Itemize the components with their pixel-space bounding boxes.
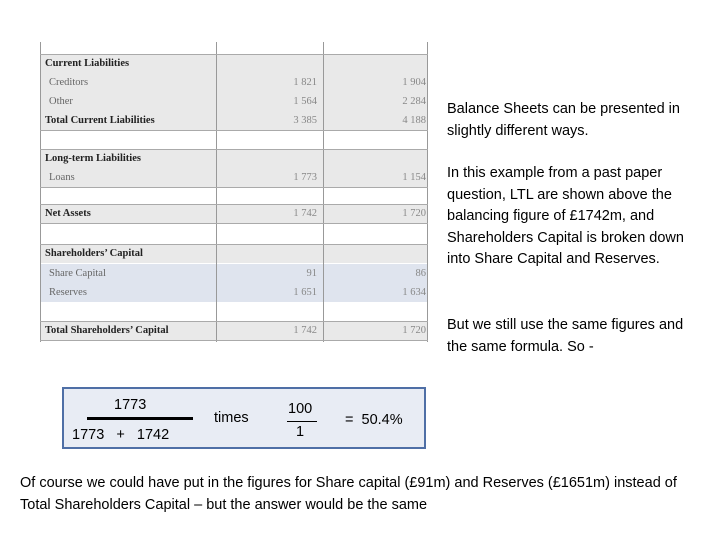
sheet-value-year2: 1 154 — [402, 172, 426, 183]
sheet-row-label: Total Current Liabilities — [45, 115, 155, 126]
side-text-example: In this example from a past paper question, LTL are shown above the balancing figure of £1742m, and Shareholders Capital is broken down into Share Capital and Reserves. — [447, 165, 684, 267]
formula-times: times — [214, 410, 249, 426]
sheet-row-reserves — [40, 283, 428, 302]
sheet-row-label: Loans — [49, 172, 75, 183]
sheet-value-year1: 1 564 — [293, 96, 317, 107]
balance-sheet-image — [40, 42, 428, 342]
sheet-value-year1: 1 742 — [293, 325, 317, 336]
sheet-row-label: Long-term Liabilities — [45, 153, 141, 164]
sheet-rule — [40, 130, 428, 131]
sheet-row-label: Net Assets — [45, 208, 91, 219]
sheet-row-loans — [40, 168, 428, 187]
sheet-row-label: Shareholders’ Capital — [45, 248, 143, 259]
sheet-value-year2: 1 720 — [402, 208, 426, 219]
sheet-rule — [40, 223, 428, 224]
sheet-value-year2: 1 904 — [402, 77, 426, 88]
sheet-value-year1: 3 385 — [293, 115, 317, 126]
fraction-bar-small — [287, 421, 317, 422]
sheet-row-label: Current Liabilities — [45, 58, 130, 69]
sheet-row-label: Creditors — [49, 77, 89, 88]
sheet-border-left — [40, 42, 41, 342]
sheet-row-long-term-liabilities — [40, 149, 428, 168]
sheet-value-year1: 91 — [306, 268, 317, 279]
sheet-value-year1: 1 651 — [293, 287, 317, 298]
formula-result: = 50.4% — [345, 412, 403, 428]
sheet-row-current-liabilities — [40, 54, 428, 73]
formula-denominator: 1773 + 1742 — [72, 427, 170, 443]
sheet-rule — [40, 187, 428, 188]
formula-hundred: 100 — [288, 401, 313, 417]
sheet-value-year2: 2 284 — [402, 96, 426, 107]
sheet-column-divider — [323, 42, 324, 342]
sheet-row-label: Total Shareholders’ Capital — [45, 325, 169, 336]
sheet-row-creditors — [40, 73, 428, 92]
sheet-row-shareholders-capital — [40, 244, 428, 263]
sheet-rule — [40, 340, 428, 341]
sheet-value-year1: 1 821 — [293, 77, 317, 88]
sheet-column-divider — [216, 42, 217, 342]
sheet-rule — [40, 54, 428, 55]
sheet-value-year2: 1 634 — [402, 287, 426, 298]
sheet-row-label: Reserves — [49, 287, 87, 298]
side-text-formula-lead: But we still use the same figures and the same formula. So - — [447, 317, 684, 355]
closing-note: Of course we could have put in the figures for Share capital (£91m) and Reserves (£1651m) instead of Total Shareholders Capital – but the answer would be the same — [20, 475, 677, 513]
sheet-row-label: Share Capital — [49, 268, 106, 279]
sheet-rule — [40, 149, 428, 150]
sheet-rule — [40, 204, 428, 205]
fraction-bar — [87, 417, 193, 420]
sheet-row-net-assets — [40, 204, 428, 223]
formula-one: 1 — [296, 424, 305, 440]
sheet-value-year1: 1 773 — [293, 172, 317, 183]
sheet-value-year1: 1 742 — [293, 208, 317, 219]
sheet-value-year2: 86 — [415, 268, 426, 279]
formula-numerator: 1773 — [114, 397, 147, 413]
sheet-column-divider — [427, 42, 428, 342]
sheet-row-label: Other — [49, 96, 73, 107]
sheet-row-share-capital — [40, 264, 428, 283]
sheet-row-total-current-liabilities — [40, 111, 428, 130]
sheet-rule — [40, 244, 428, 245]
sheet-row-total-shareholders-capital — [40, 321, 428, 340]
sheet-value-year2: 1 720 — [402, 325, 426, 336]
side-text-intro: Balance Sheets can be presented in slightly different ways. — [447, 101, 680, 139]
sheet-rule — [40, 321, 428, 322]
sheet-value-year2: 4 188 — [402, 115, 426, 126]
sheet-row-other — [40, 92, 428, 111]
